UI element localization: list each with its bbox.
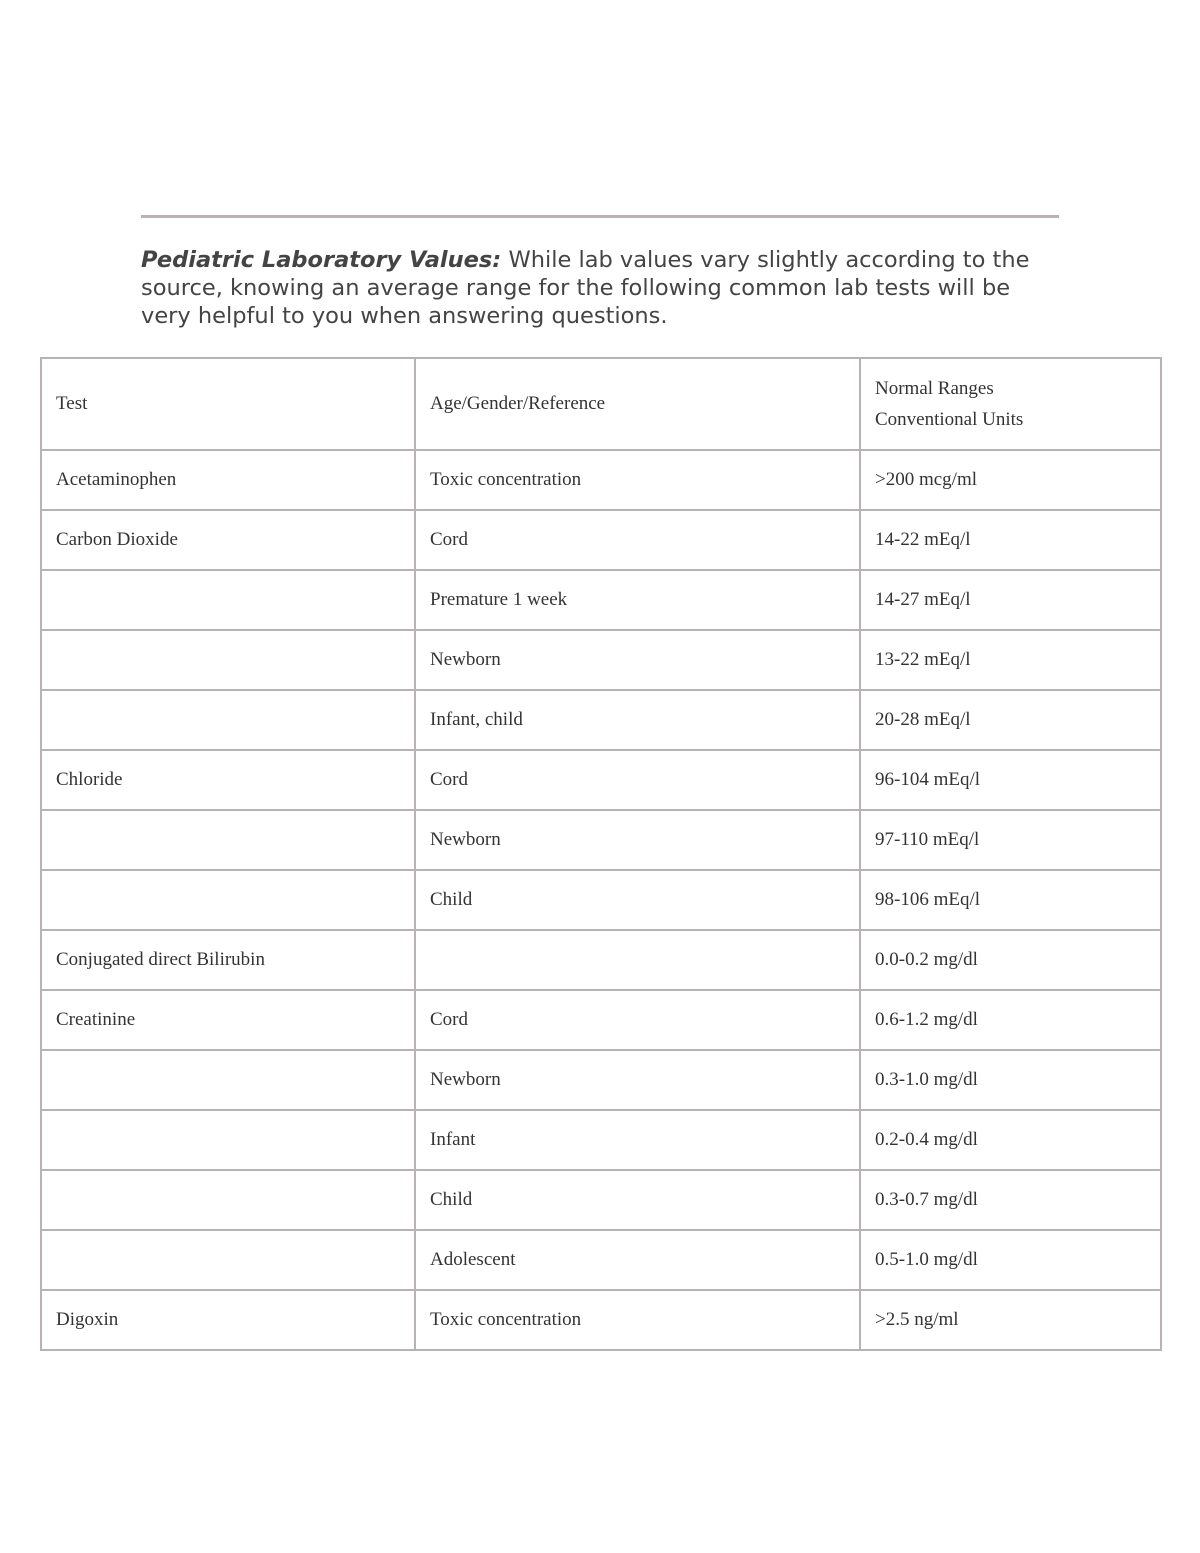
cell-test <box>41 690 415 750</box>
cell-reference <box>415 930 860 990</box>
cell-test <box>41 1110 415 1170</box>
cell-range: 0.6-1.2 mg/dl <box>860 990 1161 1050</box>
cell-range: 14-22 mEq/l <box>860 510 1161 570</box>
cell-range: 20-28 mEq/l <box>860 690 1161 750</box>
cell-reference: Newborn <box>415 630 860 690</box>
cell-range: 97-110 mEq/l <box>860 810 1161 870</box>
header-range-line2: Conventional Units <box>875 409 1024 430</box>
cell-test: Conjugated direct Bilirubin <box>41 930 415 990</box>
table-row <box>41 990 1161 1050</box>
cell-range: 13-22 mEq/l <box>860 630 1161 690</box>
cell-reference: Cord <box>415 750 860 810</box>
table-header-row <box>41 358 1161 450</box>
cell-reference: Newborn <box>415 1050 860 1110</box>
table-row <box>41 1230 1161 1290</box>
intro-paragraph <box>141 246 1061 330</box>
cell-test <box>41 870 415 930</box>
cell-range: 0.2-0.4 mg/dl <box>860 1110 1161 1170</box>
cell-reference: Infant <box>415 1110 860 1170</box>
top-divider <box>141 215 1059 218</box>
cell-reference: Infant, child <box>415 690 860 750</box>
header-range-line1: Normal Ranges <box>875 378 994 399</box>
cell-range: 0.5-1.0 mg/dl <box>860 1230 1161 1290</box>
cell-reference: Toxic concentration <box>415 1290 860 1350</box>
cell-test <box>41 810 415 870</box>
cell-test: Creatinine <box>41 990 415 1050</box>
header-test: Test <box>41 358 415 450</box>
table-row <box>41 870 1161 930</box>
cell-test: Carbon Dioxide <box>41 510 415 570</box>
table-row <box>41 930 1161 990</box>
table-row <box>41 630 1161 690</box>
table-row <box>41 450 1161 510</box>
cell-range: 14-27 mEq/l <box>860 570 1161 630</box>
table-row <box>41 570 1161 630</box>
intro-lead: Pediatric Laboratory Values: <box>141 247 502 273</box>
cell-test: Acetaminophen <box>41 450 415 510</box>
cell-reference: Adolescent <box>415 1230 860 1290</box>
cell-range: >2.5 ng/ml <box>860 1290 1161 1350</box>
cell-test: Digoxin <box>41 1290 415 1350</box>
table-row <box>41 690 1161 750</box>
table-row <box>41 1050 1161 1110</box>
cell-range: 0.3-1.0 mg/dl <box>860 1050 1161 1110</box>
cell-test <box>41 1050 415 1110</box>
cell-test: Chloride <box>41 750 415 810</box>
cell-reference: Cord <box>415 510 860 570</box>
cell-reference: Toxic concentration <box>415 450 860 510</box>
cell-reference: Premature 1 week <box>415 570 860 630</box>
cell-test <box>41 630 415 690</box>
table-row <box>41 1110 1161 1170</box>
cell-reference: Child <box>415 870 860 930</box>
cell-test <box>41 1230 415 1290</box>
cell-range: 0.0-0.2 mg/dl <box>860 930 1161 990</box>
table-row <box>41 1170 1161 1230</box>
table-row <box>41 1290 1161 1350</box>
intro-text: While lab values vary slightly according to the source, knowing an average range for the following common lab tests will be very helpful to you when answering questions. <box>141 247 1030 329</box>
cell-reference: Cord <box>415 990 860 1050</box>
table-row <box>41 810 1161 870</box>
cell-range: 0.3-0.7 mg/dl <box>860 1170 1161 1230</box>
cell-test <box>41 1170 415 1230</box>
cell-range: 96-104 mEq/l <box>860 750 1161 810</box>
table-row <box>41 750 1161 810</box>
lab-values-table <box>40 357 1162 1351</box>
header-range <box>860 358 1161 450</box>
table-row <box>41 510 1161 570</box>
header-reference: Age/Gender/Reference <box>415 358 860 450</box>
cell-reference: Child <box>415 1170 860 1230</box>
cell-range: 98-106 mEq/l <box>860 870 1161 930</box>
cell-range: >200 mcg/ml <box>860 450 1161 510</box>
cell-test <box>41 570 415 630</box>
cell-reference: Newborn <box>415 810 860 870</box>
